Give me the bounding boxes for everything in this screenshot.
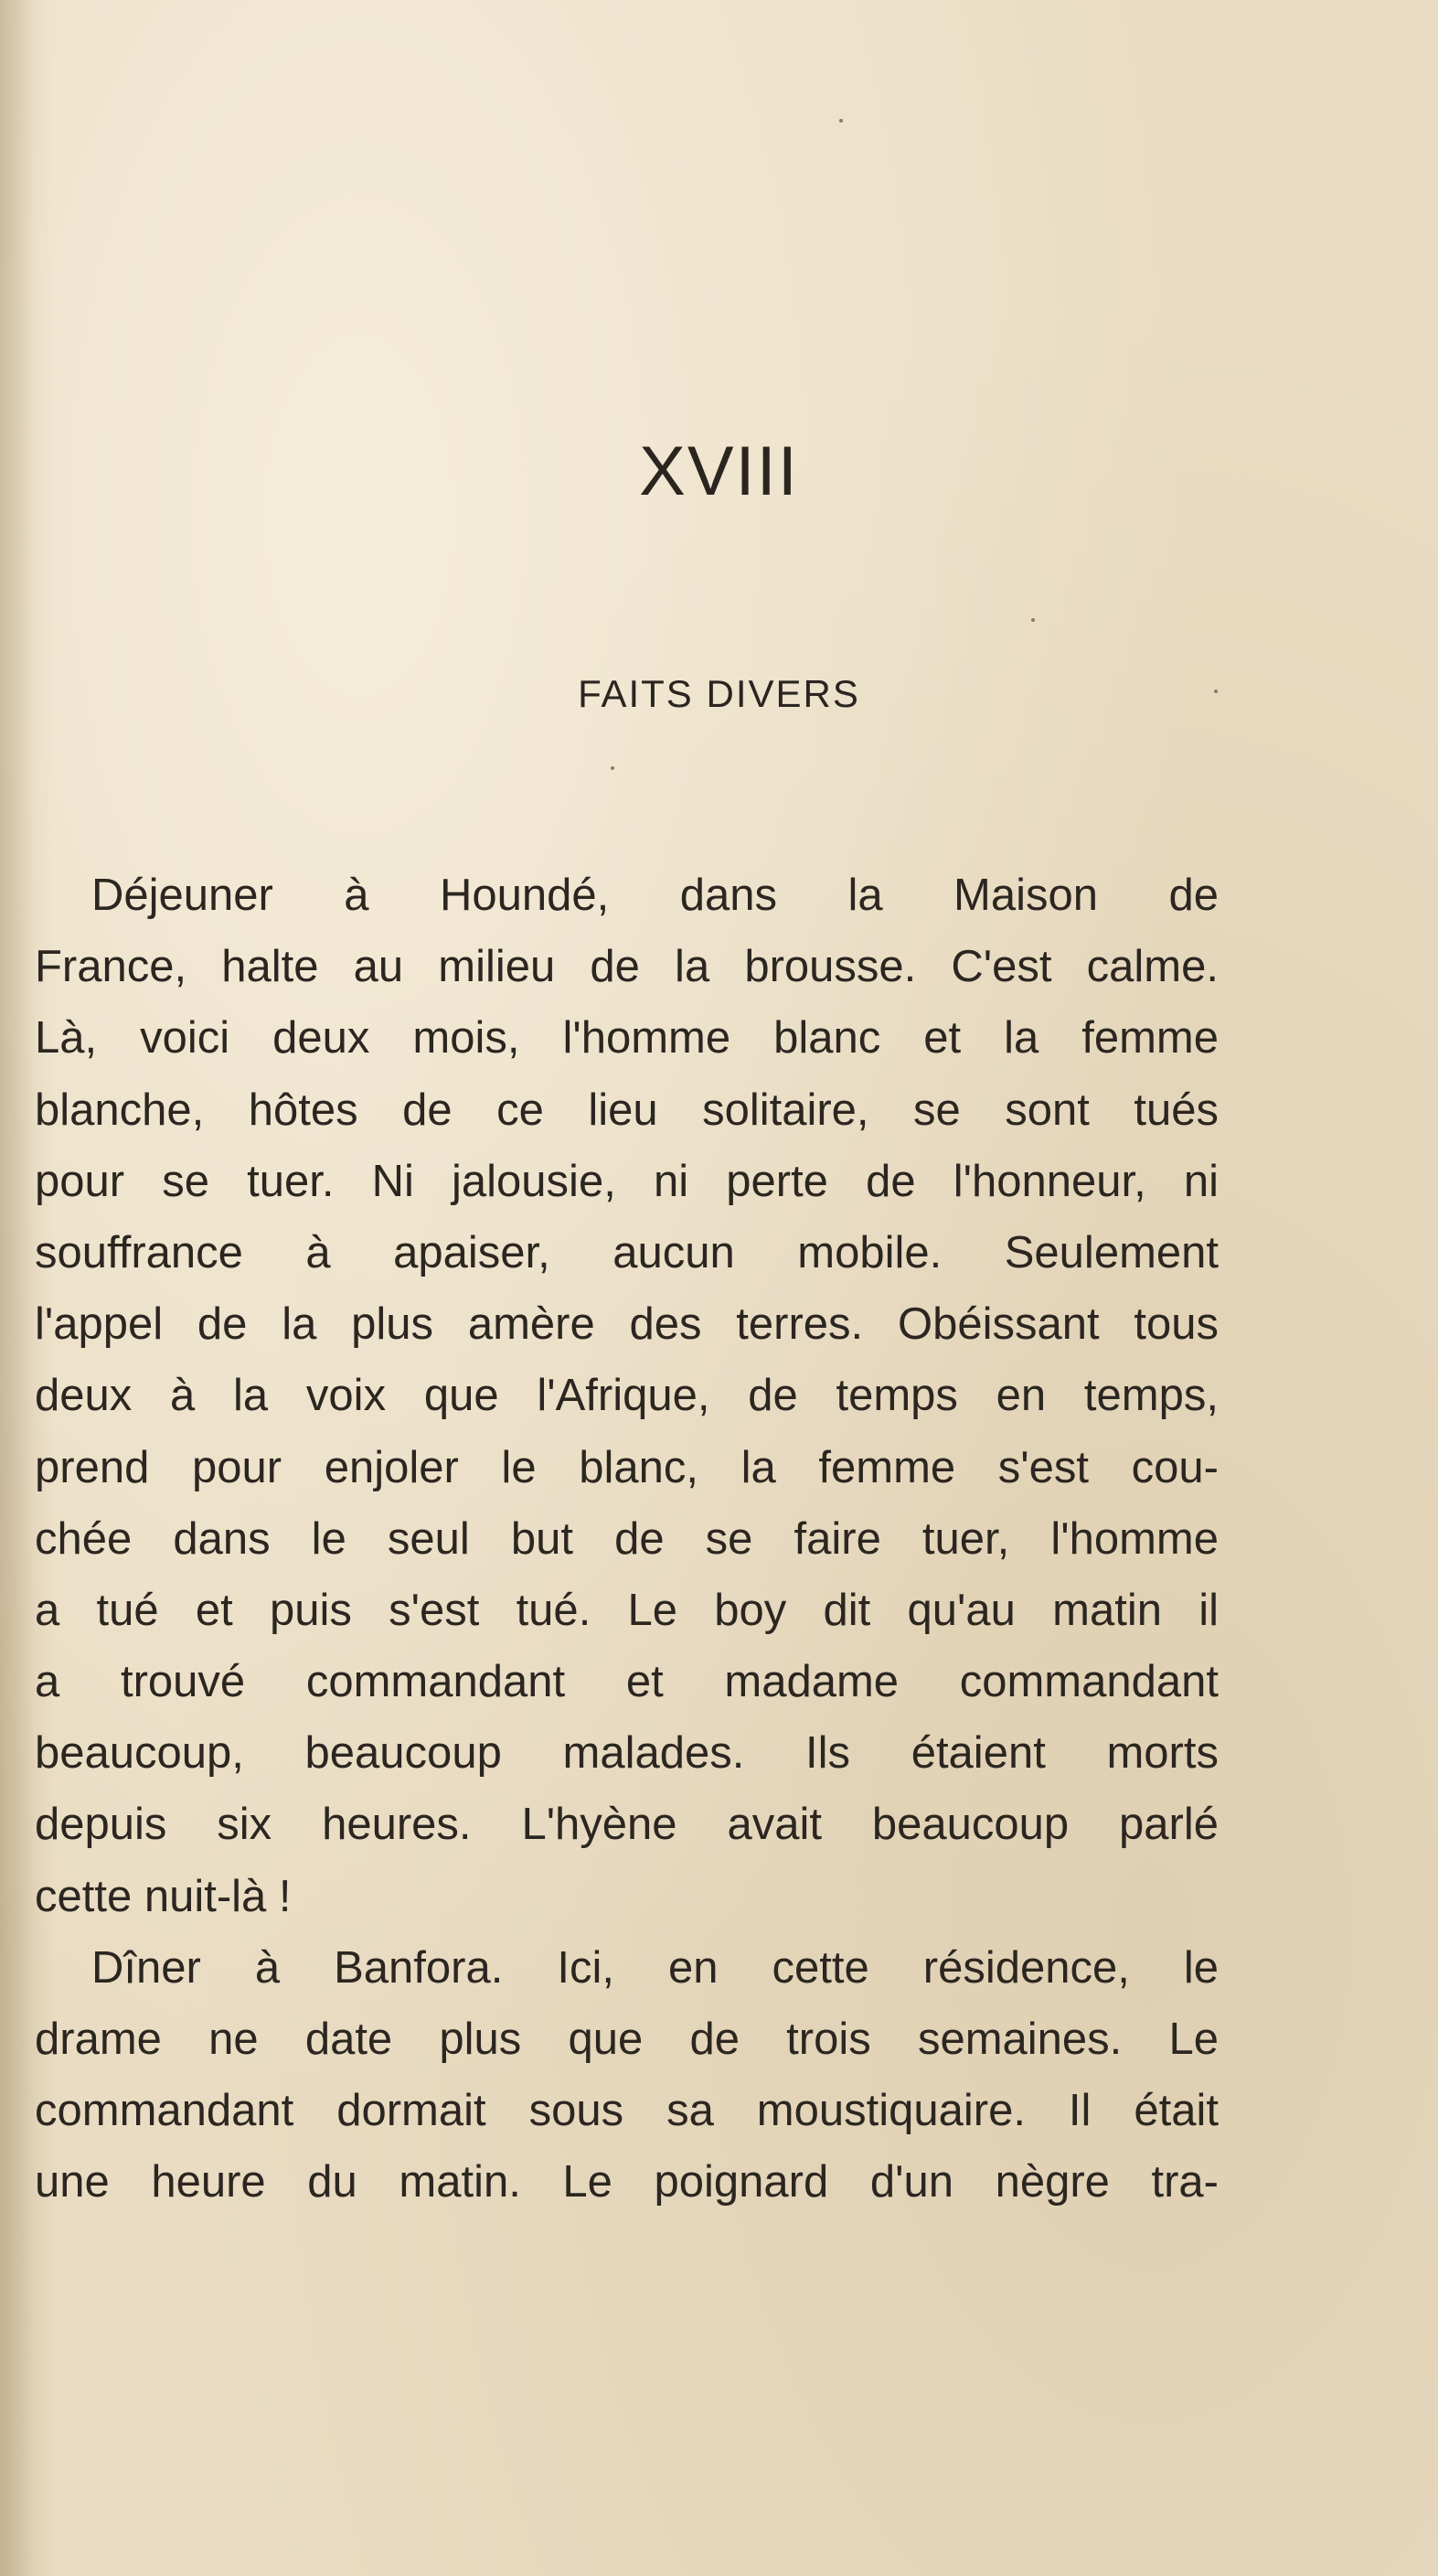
page-binding-shadow	[0, 0, 35, 2576]
text-line: cette nuit-là !	[35, 1871, 292, 1921]
text-line: Dîner à Banfora. Ici, en cette résidence, le	[91, 1942, 1219, 1993]
text-line: chée dans le seul but de se faire tuer, l'homme	[35, 1513, 1219, 1564]
body-text	[35, 860, 1219, 2218]
chapter-number: XVIII	[639, 433, 799, 510]
text-line: Déjeuner à Houndé, dans la Maison de	[91, 871, 1219, 920]
paper-speck	[1031, 618, 1035, 622]
paper-speck	[611, 766, 614, 770]
text-line: deux à la voix que l'Afrique, de temps en temps,	[35, 1371, 1219, 1421]
chapter-title: FAITS DIVERS	[578, 672, 860, 715]
text-line: pour se tuer. Ni jalousie, ni perte de l'honneur, ni	[35, 1156, 1219, 1206]
text-line: Là, voici deux mois, l'homme blanc et la femme	[35, 1013, 1219, 1064]
text-line: France, halte au milieu de la brousse. C'est calme.	[35, 942, 1219, 992]
text-line: beaucoup, beaucoup malades. Ils étaient morts	[35, 1728, 1219, 1779]
text-line: une heure du matin. Le poignard d'un nègre tra-	[35, 2157, 1219, 2207]
text-line: a trouvé commandant et madame commandant	[35, 1657, 1219, 1707]
text-line: souffrance à apaiser, aucun mobile. Seulement	[35, 1227, 1219, 1277]
text-line: prend pour enjoler le blanc, la femme s'est cou-	[35, 1442, 1219, 1492]
text-line: depuis six heures. L'hyène avait beaucoup parlé	[35, 1800, 1219, 1850]
text-line: blanche, hôtes de ce lieu solitaire, se sont tués	[35, 1085, 1219, 1135]
text-line: l'appel de la plus amère des terres. Obéissant tous	[35, 1299, 1219, 1350]
paper-speck	[839, 119, 843, 123]
text-line: a tué et puis s'est tué. Le boy dit qu'au matin il	[35, 1585, 1219, 1635]
text-line: commandant dormait sous sa moustiquaire. Il était	[35, 2086, 1219, 2136]
text-line: drame ne date plus que de trois semaines. Le	[35, 2015, 1219, 2064]
